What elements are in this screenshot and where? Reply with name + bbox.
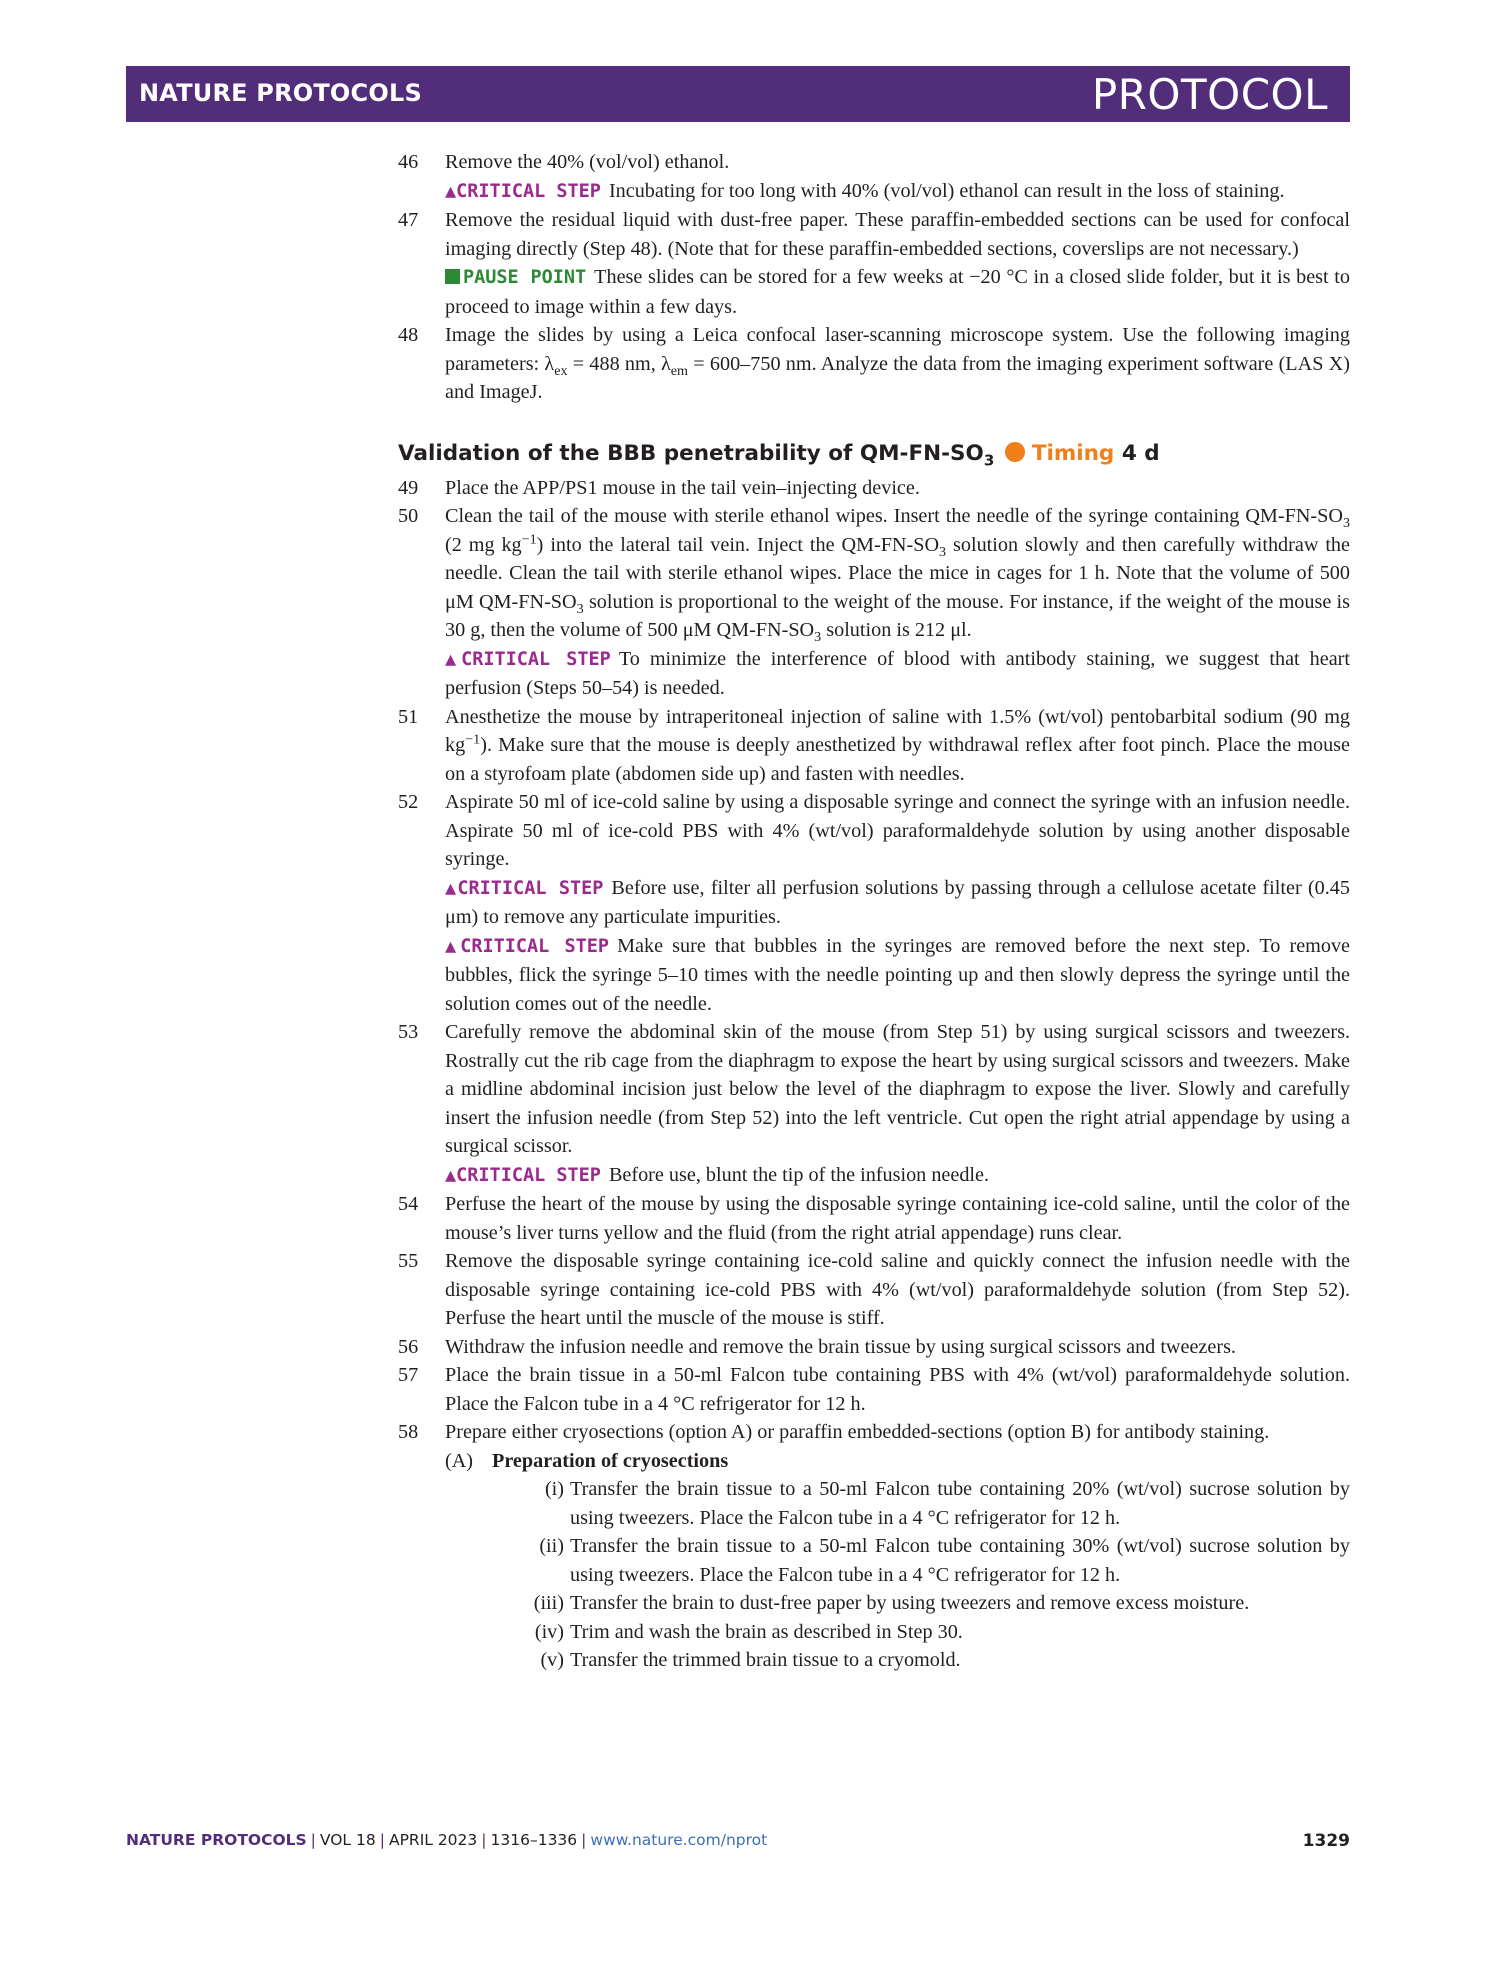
critical-step-note: ▲CRITICAL STEP Before use, blunt the tip of the infusion needle. bbox=[445, 1163, 990, 1186]
step-text: Remove the 40% (vol/vol) ethanol. bbox=[445, 151, 730, 173]
step-number: 56 bbox=[398, 1335, 419, 1358]
critical-step-flag: ▲CRITICAL STEP bbox=[445, 180, 601, 202]
step-number: 48 bbox=[398, 324, 419, 346]
footer-url-link[interactable]: www.nature.com/nprot bbox=[590, 1831, 768, 1849]
step-51 bbox=[398, 703, 1350, 789]
step-text: Aspirate 50 ml of ice-cold saline by using a disposable syringe and connect the syringe with an infusion needle. Aspirate 50 ml of ice-cold PBS with 4% (wt/vol) paraformaldehyde solution by using another disposable syringe. bbox=[445, 791, 1350, 870]
page-number: 1329 bbox=[1302, 1831, 1350, 1851]
list-item: (iii) Transfer the brain to dust-free paper by using tweezers and remove excess moisture. bbox=[533, 1592, 1250, 1614]
step-47 bbox=[398, 206, 1350, 321]
step-number: 53 bbox=[398, 1021, 419, 1043]
step-number: 54 bbox=[398, 1193, 419, 1215]
step-53 bbox=[398, 1018, 1350, 1190]
option-title: Preparation of cryosections bbox=[492, 1449, 729, 1472]
step-number: 52 bbox=[398, 791, 419, 813]
step-text: Place the APP/PS1 mouse in the tail vein–injecting device. bbox=[445, 476, 920, 499]
option-a bbox=[445, 1447, 1350, 1675]
option-label: (A) bbox=[445, 1449, 474, 1472]
step-49 bbox=[398, 474, 1350, 503]
critical-step-note: ▲CRITICAL STEP To minimize the interference of blood with antibody staining, we suggest that heart perfusion (Steps 50–54) is needed. bbox=[445, 647, 1351, 699]
step-text: Remove the residual liquid with dust-free paper. These paraffin-embedded sections can be used for confocal imaging directly (Step 48). (Note that for these paraffin-embedded sections, coverslips are not necessary.) bbox=[445, 209, 1350, 260]
step-text: Place the brain tissue in a 50-ml Falcon tube containing PBS with 4% (wt/vol) paraformaldehyde solution. Place the Falcon tube in a 4 °C refrigerator for 12 h. bbox=[445, 1364, 1350, 1415]
footer-date: APRIL 2023 bbox=[388, 1831, 478, 1849]
page-body bbox=[398, 148, 1350, 1675]
step-text: Image the slides by using a Leica confocal laser-scanning microscope system. Use the following imaging parameters: $\lambda_{ex} = 488$ nm, $\lambda_{em} = 600-750$ nm. Analyze the data from the imaging experiment software (LAS X) and ImageJ. bbox=[445, 324, 1350, 403]
step-52 bbox=[398, 788, 1350, 1018]
critical-step-flag: ▲CRITICAL STEP bbox=[445, 877, 604, 899]
critical-step-flag: ▲CRITICAL STEP bbox=[445, 1164, 601, 1186]
step-48 bbox=[398, 321, 1350, 407]
step-text: Remove the disposable syringe containing ice-cold saline and quickly connect the infusion needle with the disposable syringe containing ice-cold PBS with 4% (wt/vol) paraformaldehyde solution (from Step 52). Perfuse the heart until the muscle of the mouse is stiff. bbox=[445, 1250, 1350, 1329]
section-heading: Validation of the BBB penetrability of $QM-FN-SO_3$ Timing 4 d bbox=[398, 440, 1160, 469]
list-item: (i) Transfer the brain tissue to a 50-ml Falcon tube containing 20% (wt/vol) sucrose solution by using tweezers. Place the Falcon tube in a 4 °C refrigerator for 12 h. bbox=[544, 1478, 1350, 1529]
page-header bbox=[126, 66, 1350, 122]
footer-pages: 1316–1336 bbox=[490, 1831, 578, 1849]
timing-label: Timing bbox=[1031, 440, 1115, 466]
step-text: Clean the tail of the mouse with sterile ethanol wipes. Insert the needle of the syringe containing $QM-FN-SO_3$ (2 mg $kg^{-1}$) into the lateral tail vein. Inject the $QM-FN-SO_3$ solution slowly and then carefully withdraw the needle. Clean the tail with sterile ethanol wipes. Place the mice in cages for 1 h. Note that the volume of 500 μM $QM-FN-SO_3$ solution is proportional to the weight of the mouse. For instance, if the weight of the mouse is 30 g, then the volume of 500 μM $QM-FN-SO_3$ solution is 212 μl. bbox=[445, 505, 1350, 646]
step-55 bbox=[398, 1247, 1350, 1333]
footer-volume: VOL 18 bbox=[319, 1831, 376, 1849]
step-text: Anesthetize the mouse by intraperitoneal injection of saline with 1.5% (wt/vol) pentobarbital sodium (90 mg $kg^{-1}$). Make sure that the mouse is deeply anesthetized by withdrawal reflex after foot pinch. Place the mouse on a styrofoam plate (abdomen side up) and fasten with needles. bbox=[445, 705, 1350, 785]
step-text: Carefully remove the abdominal skin of the mouse (from Step 51) by using surgical scissors and tweezers. Rostrally cut the rib cage from the diaphragm to expose the heart by using surgical scissors and tweezers. Make a midline abdominal incision just below the level of the diaphragm to expose the liver. Slowly and carefully insert the infusion needle (from Step 52) into the left ventricle. Cut open the right atrial appendage by using a surgical scissor. bbox=[445, 1021, 1350, 1157]
pause-point-flag: PAUSE POINT bbox=[463, 267, 587, 288]
step-number: 49 bbox=[398, 476, 419, 499]
step-number: 58 bbox=[398, 1421, 419, 1443]
step-58 bbox=[398, 1418, 1350, 1675]
step-number: 55 bbox=[398, 1250, 419, 1272]
step-56 bbox=[398, 1333, 1350, 1362]
list-item: (v) Transfer the trimmed brain tissue to a cryomold. bbox=[540, 1649, 961, 1671]
step-text: Perfuse the heart of the mouse by using the disposable syringe containing ice-cold saline, until the color of the mouse’s liver turns yellow and the fluid (from the right atrial appendage) runs clear. bbox=[445, 1193, 1350, 1244]
step-54 bbox=[398, 1190, 1350, 1247]
critical-step-note: ▲CRITICAL STEP Make sure that bubbles in the syringes are removed before the next step. To remove bubbles, flick the syringe 5–10 times with the needle pointing up and then slowly depress the syringe until the solution comes out of the needle. bbox=[445, 934, 1350, 1015]
step-text: Withdraw the infusion needle and remove the brain tissue by using surgical scissors and tweezers. bbox=[445, 1335, 1236, 1358]
timing-dot-icon bbox=[1005, 442, 1025, 462]
step-number: 57 bbox=[398, 1364, 419, 1386]
step-number: 47 bbox=[398, 209, 419, 231]
step-number: 51 bbox=[398, 705, 419, 728]
footer-journal: NATURE PROTOCOLS bbox=[126, 1831, 307, 1849]
critical-step-flag: ▲CRITICAL STEP bbox=[445, 935, 610, 957]
critical-step-note: ▲CRITICAL STEP Incubating for too long with 40% (vol/vol) ethanol can result in the loss of staining. bbox=[445, 179, 1285, 202]
pause-point-note: PAUSE POINT These slides can be stored for a few weeks at −20 °C in a closed slide folder, but it is best to proceed to image within a few days. bbox=[445, 266, 1350, 318]
page-footer: NATURE PROTOCOLS | VOL 18 | APRIL 2023 | 1316–1336 | www.nature.com/nprot 1329 bbox=[126, 1831, 1350, 1851]
step-57 bbox=[398, 1361, 1350, 1418]
journal-name: NATURE PROTOCOLS bbox=[139, 79, 422, 107]
step-50 bbox=[398, 502, 1350, 703]
step-number: 46 bbox=[398, 151, 419, 173]
list-item: (iv) Trim and wash the brain as described in Step 30. bbox=[534, 1620, 963, 1643]
timing-value: 4 d bbox=[1121, 440, 1160, 466]
step-text: Prepare either cryosections (option A) or paraffin embedded-sections (option B) for antibody staining. bbox=[445, 1421, 1270, 1443]
critical-step-flag: ▲CRITICAL STEP bbox=[445, 648, 611, 670]
step-number: 50 bbox=[398, 505, 419, 527]
article-type: PROTOCOL bbox=[1091, 70, 1328, 119]
step-46 bbox=[398, 148, 1350, 206]
list-item: (ii) Transfer the brain tissue to a 50-ml Falcon tube containing 30% (wt/vol) sucrose solution by using tweezers. Place the Falcon tube in a 4 °C refrigerator for 12 h. bbox=[539, 1535, 1350, 1586]
pause-square-icon bbox=[445, 269, 460, 284]
critical-step-note: ▲CRITICAL STEP Before use, filter all perfusion solutions by passing through a cellulose acetate filter (0.45 μm) to remove any particulate impurities. bbox=[445, 876, 1350, 928]
